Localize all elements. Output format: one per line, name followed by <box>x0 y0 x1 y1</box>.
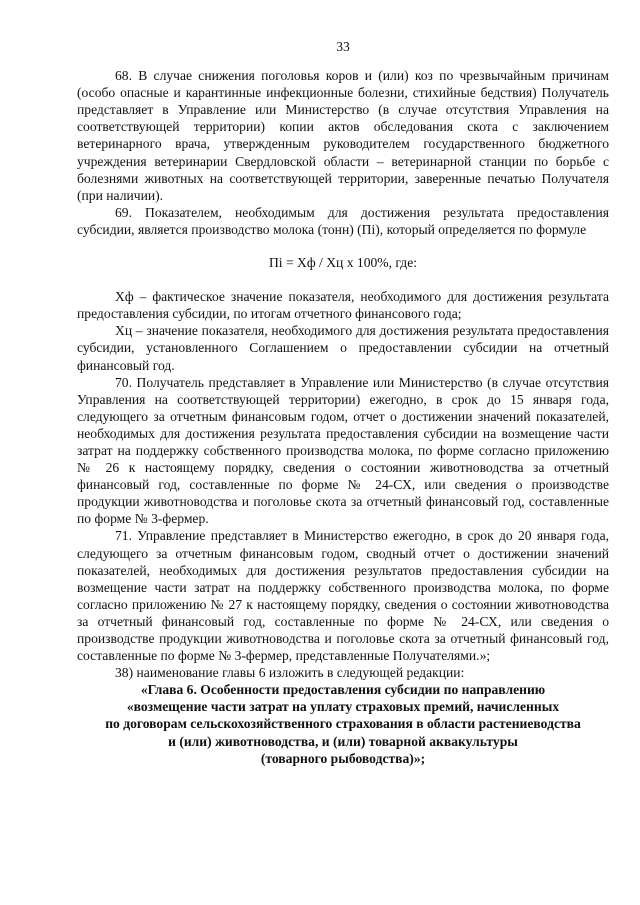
formula: Пi = Хф / Хц x 100%, где: <box>268 255 418 271</box>
paragraph-68: 68. В случае снижения поголовья коров и (или) коз по чрезвычайным причинам (особо опасные и карантинные инфекционные болезни, стихийные бедствия) Получатель представляет в Управление или Министерство (в случае отсутствия Управления на соответствующей территории) копии актов обследования скота с заключением ветеринарного врача, утвержденным руководителем государственного бюджетного учреждения ветеринарии Свердловской области – ветеринарной станции по борьбе с болезнями животных на соответствующей территории, заверенные печатью Получателя (при наличии). <box>77 68 609 203</box>
paragraph-69: 69. Показателем, необходимым для достижения результата предоставления субсидии, является производство молока (тонн) (Пi), который определяется по формуле <box>77 204 609 237</box>
heading-line: по договорам сельскохозяйственного страхования в области растениеводства <box>105 716 581 732</box>
paragraph-70: 70. Получатель представляет в Управление или Министерство (в случае отсутствия Управления на соответствующей территории) ежегодно, в срок до 15 января года, следующего за отчетным финансовым годом, отчет о достижении значений показателей, необходимых для достижения результата предоставления субсидии на возмещение части затрат на поддержку собственного производства молока, по форме согласно приложению № 26 к настоящему порядку, сведения о состоянии животноводства за отчетный финансовый год, составленные по форме № 24-СХ, или сведения о производстве продукции животноводства и поголовье скота за отчетный финансовый год, составленные по форме № 3-фермер. <box>77 374 609 527</box>
paragraph-38: 38) наименование главы 6 изложить в следующей редакции: <box>115 665 465 681</box>
page-number: 33 <box>336 39 350 54</box>
definition-xc: Хц – значение показателя, необходимого для достижения результата предоставления субсидии, установленного Соглашением о предоставлении субсидии на отчетный финансовый год. <box>77 323 609 373</box>
chapter-heading <box>77 681 609 766</box>
document-page <box>77 38 609 767</box>
heading-line: «возмещение части затрат на уплату страховых премий, начисленных <box>126 699 560 715</box>
definition-xf: Хф – фактическое значение показателя, необходимого для достижения результата предоставления субсидии, по итогам отчетного финансового года; <box>77 289 609 322</box>
heading-line: (товарного рыбоводства)»; <box>260 750 426 766</box>
paragraph-71: 71. Управление представляет в Министерство ежегодно, в срок до 20 января года, следующего за отчетным финансовым годом, сводный отчет о достижении значений показателей, необходимых для достижения результатов предоставления субсидии на возмещение части затрат на поддержку собственного производства молока, по форме согласно приложению № 27 к настоящему порядку, сведения о состоянии животноводства за отчетный финансовый год, составленные по форме № 24-СХ, или сведения о производстве продукции животноводства и поголовье скота за отчетный финансовый год, составленные по форме № 3-фермер, представленные Получателями.»; <box>77 528 609 664</box>
heading-line: «Глава 6. Особенности предоставления субсидии по направлению <box>140 682 546 698</box>
heading-line: и (или) животноводства, и (или) товарной аквакультуры <box>168 733 518 749</box>
